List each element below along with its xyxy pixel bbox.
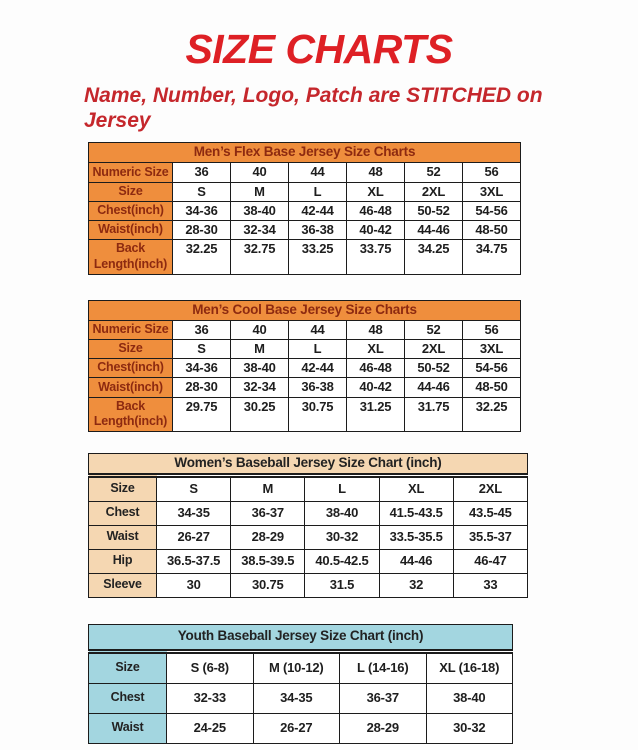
size-cell: XL	[379, 475, 453, 501]
size-cell: 48-50	[463, 221, 521, 240]
size-cell: 46-48	[347, 359, 405, 378]
table-row	[89, 573, 528, 597]
size-cell: 34-36	[173, 359, 231, 378]
size-cell: 48	[347, 163, 405, 182]
table-row	[89, 182, 521, 201]
size-cell: 33.25	[289, 240, 347, 274]
row-label: Sleeve	[89, 573, 157, 597]
size-cell: 30-32	[426, 713, 513, 743]
size-cell: 56	[463, 163, 521, 182]
table-title-youth: Youth Baseball Jersey Size Chart (inch)	[89, 624, 513, 651]
size-cell: L	[289, 339, 347, 358]
size-cell: S	[173, 182, 231, 201]
size-cell: 52	[405, 163, 463, 182]
size-cell: XL	[347, 339, 405, 358]
row-label: Numeric Size	[89, 320, 173, 339]
size-cell: 31.25	[347, 397, 405, 431]
size-cell: 40-42	[347, 378, 405, 397]
table-title-row	[89, 624, 513, 651]
table-row	[89, 713, 513, 743]
size-cell: 56	[463, 320, 521, 339]
size-cell: 36.5-37.5	[157, 549, 231, 573]
size-cell: 52	[405, 320, 463, 339]
size-cell: 28-29	[340, 713, 427, 743]
table-row	[89, 240, 521, 274]
page-title: SIZE CHARTS	[185, 26, 453, 72]
size-cell: 26-27	[157, 525, 231, 549]
size-cell: 36-37	[231, 501, 305, 525]
size-cell: 38-40	[426, 683, 513, 713]
size-cell: M	[231, 475, 305, 501]
table-title-row	[89, 300, 521, 320]
table-row	[89, 501, 528, 525]
table-row	[89, 475, 528, 501]
row-label: Chest(inch)	[89, 359, 173, 378]
table-row	[89, 359, 521, 378]
table-title-mens-flex: Men’s Flex Base Jersey Size Charts	[89, 143, 521, 163]
size-cell: 36-38	[289, 221, 347, 240]
size-cell: 32.25	[173, 240, 231, 274]
size-cell: 43.5-45	[453, 501, 527, 525]
size-cell: 28-29	[231, 525, 305, 549]
row-label: Size	[89, 182, 173, 201]
size-cell: 40	[231, 163, 289, 182]
size-cell: M	[231, 339, 289, 358]
row-label: Chest(inch)	[89, 201, 173, 220]
row-label: Numeric Size	[89, 163, 173, 182]
size-cell: 36-38	[289, 378, 347, 397]
size-table-womens	[88, 453, 528, 598]
size-cell: 30.75	[289, 397, 347, 431]
size-cell: 36	[173, 320, 231, 339]
size-cell: 31.75	[405, 397, 463, 431]
row-label: Size	[89, 475, 157, 501]
size-cell: 36	[173, 163, 231, 182]
table-row	[89, 397, 521, 431]
size-cell: 40-42	[347, 221, 405, 240]
size-cell: 24-25	[167, 713, 254, 743]
size-cell: S (6-8)	[167, 651, 254, 683]
table-title-row	[89, 453, 528, 475]
size-cell: 33	[453, 573, 527, 597]
size-cell: 35.5-37	[453, 525, 527, 549]
size-cell: 44-46	[405, 378, 463, 397]
row-label: Waist(inch)	[89, 221, 173, 240]
size-cell: 2XL	[453, 475, 527, 501]
size-cell: M (10-12)	[253, 651, 340, 683]
size-cell: 44	[289, 163, 347, 182]
table-title-row	[89, 143, 521, 163]
size-cell: 3XL	[463, 182, 521, 201]
size-cell: 34-35	[157, 501, 231, 525]
size-cell: 34.75	[463, 240, 521, 274]
size-cell: 32.75	[231, 240, 289, 274]
size-cell: 28-30	[173, 378, 231, 397]
row-label: Waist	[89, 525, 157, 549]
size-cell: 42-44	[289, 359, 347, 378]
size-cell: 32.25	[463, 397, 521, 431]
size-cell: 30-32	[305, 525, 379, 549]
size-cell: 44-46	[405, 221, 463, 240]
size-cell: 3XL	[463, 339, 521, 358]
size-table-youth	[88, 624, 513, 744]
size-cell: 48	[347, 320, 405, 339]
row-label: Size	[89, 651, 167, 683]
size-cell: 48-50	[463, 378, 521, 397]
table-title-mens-cool: Men’s Cool Base Jersey Size Charts	[89, 300, 521, 320]
size-cell: 46-47	[453, 549, 527, 573]
size-cell: 38-40	[231, 359, 289, 378]
size-cell: 50-52	[405, 359, 463, 378]
size-cell: 54-56	[463, 359, 521, 378]
size-cell: 2XL	[405, 339, 463, 358]
size-cell: 32-33	[167, 683, 254, 713]
row-label: Waist	[89, 713, 167, 743]
size-cell: 36-37	[340, 683, 427, 713]
size-cell: L	[305, 475, 379, 501]
size-cell: 38-40	[305, 501, 379, 525]
size-cell: 30.25	[231, 397, 289, 431]
size-cell: 33.5-35.5	[379, 525, 453, 549]
size-cell: 30	[157, 573, 231, 597]
table-row	[89, 163, 521, 182]
size-cell: 50-52	[405, 201, 463, 220]
size-cell: 40	[231, 320, 289, 339]
size-cell: S	[173, 339, 231, 358]
size-cell: 28-30	[173, 221, 231, 240]
table-row	[89, 201, 521, 220]
size-cell: 34-35	[253, 683, 340, 713]
size-cell: L	[289, 182, 347, 201]
row-label: Size	[89, 339, 173, 358]
size-cell: L (14-16)	[340, 651, 427, 683]
table-row	[89, 525, 528, 549]
size-cell: 42-44	[289, 201, 347, 220]
table-row	[89, 378, 521, 397]
size-cell: 46-48	[347, 201, 405, 220]
size-cell: 32	[379, 573, 453, 597]
size-cell: 40.5-42.5	[305, 549, 379, 573]
size-cell: 34-36	[173, 201, 231, 220]
size-table-mens-flex	[88, 142, 521, 274]
page-subtitle: Name, Number, Logo, Patch are STITCHED on Jersey	[84, 84, 543, 133]
size-cell: 31.5	[305, 573, 379, 597]
table-title-womens: Women’s Baseball Jersey Size Chart (inch)	[89, 453, 528, 475]
size-cell: 2XL	[405, 182, 463, 201]
size-cell: 41.5-43.5	[379, 501, 453, 525]
table-row	[89, 683, 513, 713]
size-cell: 54-56	[463, 201, 521, 220]
size-cell: 30.75	[231, 573, 305, 597]
size-cell: 32-34	[231, 378, 289, 397]
size-cell: 44	[289, 320, 347, 339]
size-cell: 38-40	[231, 201, 289, 220]
row-label: Chest	[89, 501, 157, 525]
size-cell: 44-46	[379, 549, 453, 573]
size-cell: 38.5-39.5	[231, 549, 305, 573]
size-cell: XL	[347, 182, 405, 201]
size-cell: S	[157, 475, 231, 501]
size-cell: M	[231, 182, 289, 201]
row-label: Hip	[89, 549, 157, 573]
table-row	[89, 221, 521, 240]
row-label: Back Length(inch)	[89, 397, 173, 431]
size-cell: 29.75	[173, 397, 231, 431]
row-label: Back Length(inch)	[89, 240, 173, 274]
table-row	[89, 339, 521, 358]
row-label: Waist(inch)	[89, 378, 173, 397]
size-tables-container	[88, 142, 638, 743]
size-cell: XL (16-18)	[426, 651, 513, 683]
table-row	[89, 549, 528, 573]
table-row	[89, 651, 513, 683]
size-cell: 33.75	[347, 240, 405, 274]
row-label: Chest	[89, 683, 167, 713]
size-cell: 34.25	[405, 240, 463, 274]
size-cell: 32-34	[231, 221, 289, 240]
table-row	[89, 320, 521, 339]
size-cell: 26-27	[253, 713, 340, 743]
size-table-mens-cool	[88, 300, 521, 432]
